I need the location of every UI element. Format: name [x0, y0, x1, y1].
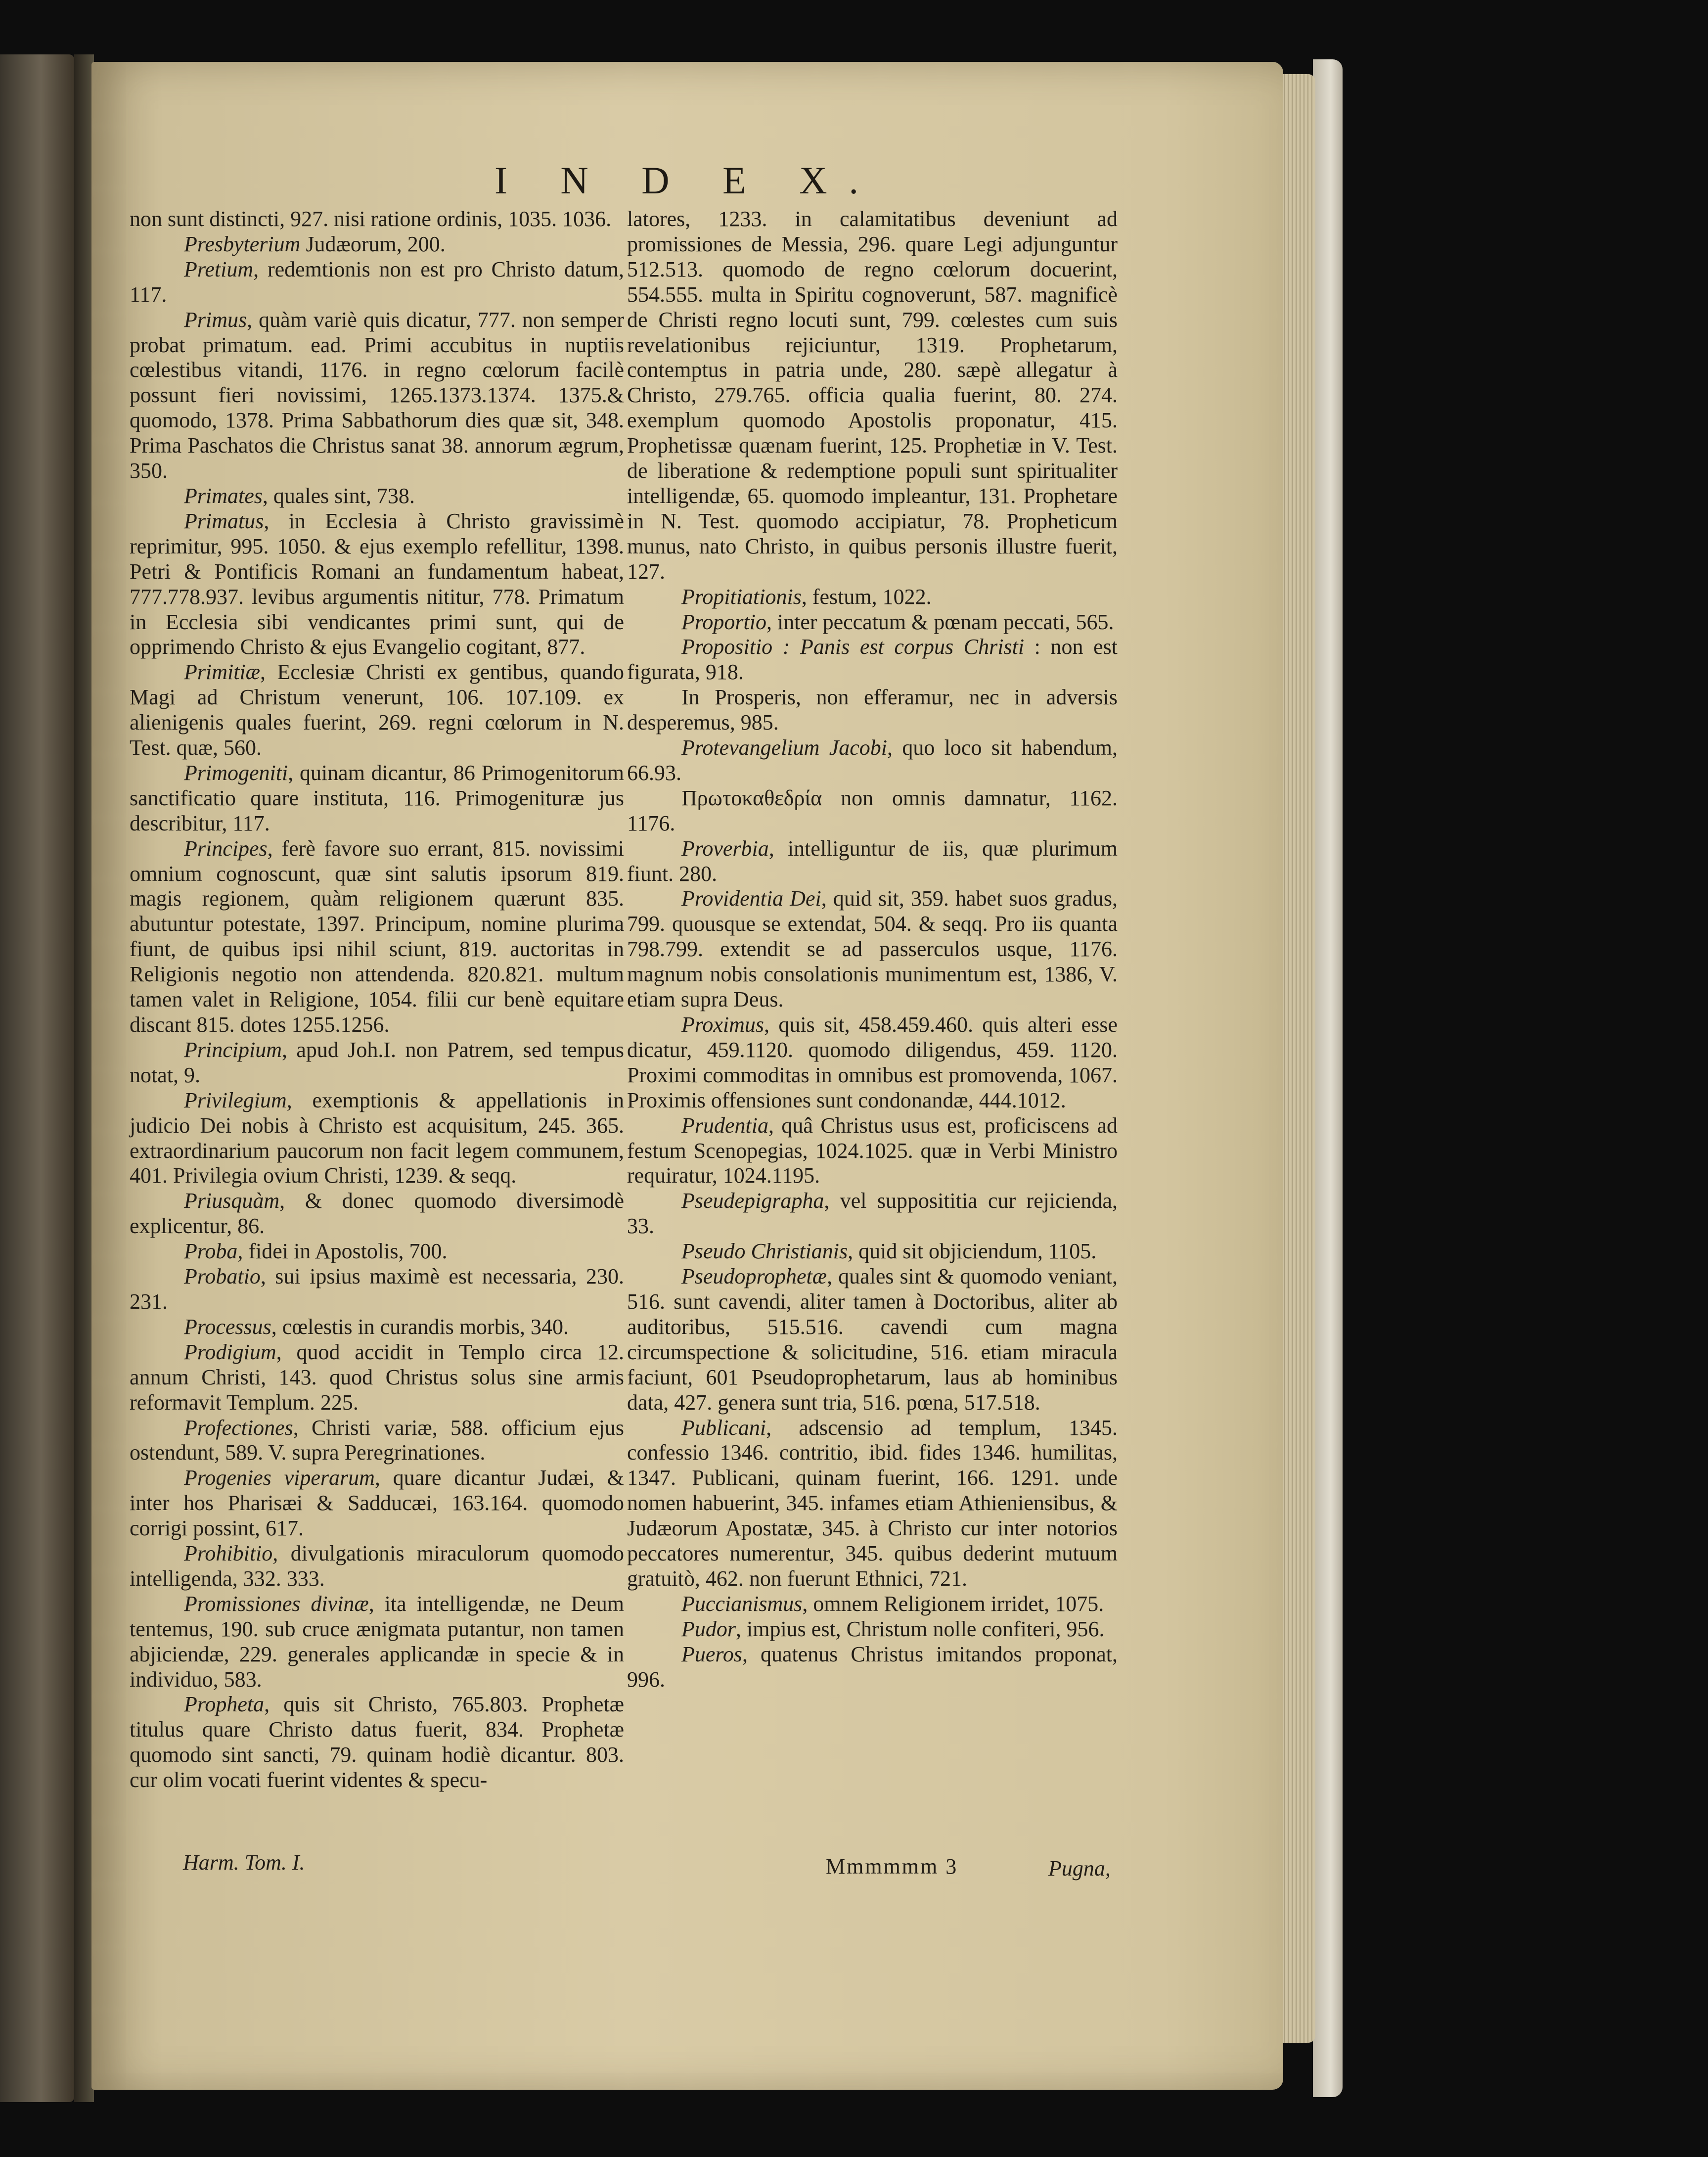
- index-entry: [130, 1466, 624, 1541]
- entry-headword: Primitiæ: [184, 660, 261, 685]
- entry-headword: Primatus: [184, 508, 264, 533]
- index-entry: [130, 1264, 624, 1315]
- entry-headword: Prodigium: [184, 1339, 276, 1364]
- index-entry: [627, 207, 1118, 585]
- entry-text: Judæorum, 200.: [300, 231, 446, 256]
- entry-text: non sunt distincti, 927. nisi ratione ordinis, 1035. 1036.: [130, 207, 612, 231]
- index-entry: [130, 1088, 624, 1189]
- entry-text: , in Ecclesia à Christo gravissimè reprimitur, 995. 1050. & ejus exemplo refellitur, 1398. Petri & Pontificis Romani an fundamentum habeat, 777.778.937. levibus argumentis nititur, 778. Primatum in Ecclesia sibi vendicantes primi sunt, qui de opprimendo Christo & ejus Evangelio cogitant, 877.: [130, 508, 624, 659]
- entry-headword: Pseudepigrapha: [681, 1189, 824, 1213]
- index-entry: [130, 1315, 624, 1340]
- entry-text: , festum, 1022.: [801, 584, 932, 609]
- index-entry: [130, 660, 624, 761]
- catchword: Pugna,: [1048, 1856, 1111, 1881]
- entry-text: latores, 1233. in calamitatibus deveniunt ad promissiones de Messia, 296. quare Legi adjunguntur 512.513. quomodo de regno cœlorum docuerint, 554.555. multa in Spiritu cognoverunt, 587. magnificè de Christi regno locuti sunt, 799. cœlestes cum suis revelationibus rejiciuntur, 1319. Prophetarum, contemptus in patria unde, 280. sæpè allegatur à Christo, 279.765. officia qualia fuerint, 80. 274. exemplum quomodo Apostolis proponatur, 415. Prophetissæ quænam fuerint, 125. Prophetiæ in V. Test. de liberatione & redemptione populi sunt spiritualiter intelligendæ, 65. quomodo impleantur, 131. Prophetare in N. Test. quomodo accipiatur, 78. Propheticum munus, nato Christo, in quibus personis illustre fuerit, 127.: [627, 207, 1118, 584]
- index-entry: [627, 585, 1118, 610]
- entry-text: , adscensio ad templum, 1345. confessio 1346. contritio, ibid. fides 1346. humilitas, 1347. Publicani, quinam fuerint, 166. 1291. unde nomen habuerint, 345. infames etiam Athieniensibus, & Judæorum Apostatæ, 345. à Christo cur inter notorios peccatores numerentur, 345. quibus dederint mutuum gratuitò, 462. non fuerunt Ethnici, 721.: [627, 1415, 1118, 1591]
- index-entry: [130, 207, 624, 232]
- index-entry: [627, 685, 1118, 735]
- entry-headword: Prudentia: [681, 1113, 768, 1138]
- entry-text: In Prosperis, non efferamur, nec in adversis desperemus, 985.: [627, 685, 1118, 735]
- entry-headword: Pseudo Christianis: [681, 1239, 848, 1264]
- entry-text: , intelliguntur de iis, quæ plurimum fiunt. 280.: [627, 836, 1118, 886]
- entry-text: , Ecclesiæ Christi ex gentibus, quando Magi ad Christum venerunt, 106. 107.109. ex alienigenis quales fuerint, 269. regni cœlorum in N. Test. quæ, 560.: [130, 660, 624, 760]
- entry-headword: Privilegium: [184, 1088, 287, 1112]
- entry-headword: Principes: [184, 836, 268, 861]
- entry-text: , inter peccatum & pœnam peccati, 565.: [766, 609, 1114, 634]
- book-gutter: [74, 54, 94, 2102]
- index-entry: [627, 786, 1118, 836]
- entry-text: , omnem Religionem irridet, 1075.: [802, 1591, 1104, 1616]
- index-entry: [627, 1592, 1118, 1617]
- index-entry: [627, 1264, 1118, 1415]
- entry-headword: Prohibitio: [184, 1541, 273, 1566]
- entry-text: , quare dicantur Judæi, & inter hos Pharisæi & Sadducæi, 163.164. quomodo corrigi possint, 617.: [130, 1466, 624, 1541]
- entry-headword: Pueros: [681, 1642, 743, 1666]
- entry-text: Πρωτοκαθεδρία non omnis damnatur, 1162. 1176.: [627, 785, 1118, 835]
- entry-headword: Pudor: [681, 1616, 736, 1641]
- page-stack-edges: [1281, 74, 1315, 2043]
- entry-text: , quinam dicantur, 86 Primogenitorum sanctificatio quare instituta, 116. Primogenituræ jus describitur, 117.: [130, 760, 624, 835]
- index-entry: [130, 1340, 624, 1416]
- entry-headword: Priusquàm: [184, 1189, 280, 1213]
- index-entry: [130, 1189, 624, 1239]
- index-column-left: [130, 207, 624, 1793]
- entry-headword: Propitiationis: [681, 584, 802, 609]
- entry-headword: Pseudoprophetæ: [681, 1264, 827, 1289]
- entry-text: , divulgationis miraculorum quomodo intelligenda, 332. 333.: [130, 1541, 624, 1591]
- entry-headword: Progenies viperarum: [184, 1466, 375, 1490]
- entry-headword: Protevangelium Jacobi: [681, 735, 888, 760]
- left-page-edge: [0, 54, 74, 2102]
- index-entry: [130, 1692, 624, 1793]
- index-entry: [130, 1592, 624, 1693]
- index-entry: [130, 1038, 624, 1088]
- index-entry: [130, 257, 624, 308]
- entry-text: , redemtionis non est pro Christo datum, 117.: [130, 257, 624, 307]
- entry-headword: Proverbia: [681, 836, 769, 861]
- index-entry: [130, 308, 624, 484]
- entry-headword: Propositio : Panis est corpus Christi: [681, 635, 1025, 659]
- entry-headword: Proportio: [681, 609, 766, 634]
- index-entry: [130, 1541, 624, 1592]
- entry-headword: Principium: [184, 1037, 282, 1062]
- page-heading: I N D E X.: [494, 159, 881, 202]
- index-entry: [130, 232, 624, 257]
- index-entry: [130, 509, 624, 660]
- entry-text: , & donec quomodo diversimodè explicentur, 86.: [130, 1189, 624, 1239]
- signature-mark: Mmmmmm 3: [826, 1854, 958, 1879]
- entry-headword: Processus: [184, 1314, 271, 1339]
- entry-text: , quid sit, 359. habet suos gradus, 799. quousque se extendat, 504. & seqq. Pro iis quanta 798.799. extendit se ad passerculos usque, 1176. magnum nobis consolationis munimentum est, 1386, V. etiam supra Deus.: [627, 886, 1118, 1012]
- index-entry: [130, 1416, 624, 1466]
- entry-text: , fidei in Apostolis, 700.: [237, 1239, 448, 1264]
- entry-text: , sui ipsius maximè est necessaria, 230. 231.: [130, 1264, 624, 1314]
- entry-text: , cœlestis in curandis morbis, 340.: [271, 1314, 569, 1339]
- entry-headword: Primus: [184, 307, 247, 332]
- entry-text: , quâ Christus usus est, proficiscens ad festum Scenopegias, 1024.1025. quæ in Verbi Ministro requiratur, 1024.1195.: [627, 1113, 1118, 1188]
- entry-text: , quid sit objiciendum, 1105.: [848, 1239, 1097, 1264]
- entry-headword: Puccianismus: [681, 1591, 803, 1616]
- entry-text: , quis sit Christo, 765.803. Prophetæ titulus quare Christo datus fuerit, 834. Prophetæ quomodo sint sancti, 79. quinam hodiè dicantur. 803. cur olim vocati fuerint videntes & specu-: [130, 1692, 624, 1792]
- entry-text: , quatenus Christus imitandos proponat, 996.: [627, 1642, 1118, 1692]
- entry-text: , impius est, Christum nolle confiteri, 956.: [736, 1616, 1105, 1641]
- entry-headword: Pretium: [184, 257, 254, 281]
- entry-text: , quales sint & quomodo veniant, 516. sunt cavendi, aliter tamen à Doctoribus, aliter ab auditoribus, 515.516. cavendi cum magna circumspectione & solicitudine, 516. etiam miracula faciunt, 601 Pseudoprophetarum, laus ab hominibus data, 427. genera sunt tria, 516. pœna, 517.518.: [627, 1264, 1118, 1415]
- book-cover-edge: [1313, 59, 1343, 2097]
- entry-headword: Primogeniti: [184, 760, 288, 785]
- entry-text: , quo loco sit habendum, 66.93.: [627, 735, 1118, 785]
- entry-text: , ferè favore suo errant, 815. novissimi omnium cognoscunt, quæ sint salutis ipsorum 819. magis regionem, quàm religionem quærunt 835. abutuntur potestate, 1397. Principum, nomine plurima fiunt, de quibus ipsi nihil sciunt, 819. auctoritas in Religionis negotio non attendenda. 820.821. multum tamen valet in Religione, 1054. filii cur benè equitare discant 815. dotes 1255.1256.: [130, 836, 624, 1037]
- entry-headword: Profectiones: [184, 1415, 293, 1440]
- entry-text: : non est figurata, 918.: [627, 635, 1118, 685]
- index-entry: [627, 1642, 1118, 1693]
- entry-text: , quales sint, 738.: [262, 483, 415, 508]
- entry-headword: Publicani: [681, 1415, 766, 1440]
- entry-text: , Christi variæ, 588. officium ejus ostendunt, 589. V. supra Peregrinationes.: [130, 1415, 624, 1465]
- entry-text: , exemptionis & appellationis in judicio Dei nobis à Christo est acquisitum, 245. 365. extraordinarium paucorum non facit legem communem, 401. Privilegia ovium Christi, 1239. & seqq.: [130, 1088, 624, 1188]
- index-entry: [627, 1617, 1118, 1642]
- entry-headword: Proximus: [681, 1012, 764, 1037]
- index-entry: [627, 1416, 1118, 1592]
- index-entry: [627, 735, 1118, 786]
- index-entry: [130, 761, 624, 836]
- volume-mark: Harm. Tom. I.: [183, 1850, 305, 1875]
- index-entry: [627, 1113, 1118, 1189]
- entry-text: , vel supposititia cur rejicienda, 33.: [627, 1189, 1118, 1239]
- index-entry: [627, 635, 1118, 685]
- index-entry: [627, 886, 1118, 1012]
- entry-text: , ita intelligendæ, ne Deum tentemus, 190. sub cruce ænigmata putantur, non tamen abjiciendæ, 229. generales applicandæ in specie & in individuo, 583.: [130, 1591, 624, 1692]
- index-entry: [627, 1012, 1118, 1113]
- entry-headword: Propheta: [184, 1692, 265, 1717]
- entry-text: , quod accidit in Templo circa 12. annum Christi, 143. quod Christus solus sine armis reformavit Templum. 225.: [130, 1339, 624, 1415]
- entry-headword: Promissiones divinæ: [184, 1591, 369, 1616]
- entry-headword: Proba: [184, 1239, 238, 1264]
- entry-text: , quàm variè quis dicatur, 777. non semper probat primatum. ead. Primi accubitus in nuptiis cœlestibus vitandi, 1176. in regno cœlorum facilè possunt fieri novissimi, 1265.1373.1374. 1375.& quomodo, 1378. Prima Sabbathorum dies quæ sit, 348. Prima Paschatos die Christus sanat 38. annorum ægrum, 350.: [130, 307, 624, 483]
- entry-text: , apud Joh.I. non Patrem, sed tempus notat, 9.: [130, 1037, 624, 1087]
- index-column-right: [627, 207, 1118, 1692]
- entry-headword: Probatio: [184, 1264, 261, 1289]
- index-entry: [627, 1189, 1118, 1239]
- index-entry: [130, 484, 624, 509]
- index-entry: [627, 836, 1118, 887]
- entry-headword: Presbyterium: [184, 231, 301, 256]
- entry-headword: Primates: [184, 483, 263, 508]
- index-entry: [627, 1239, 1118, 1264]
- index-entry: [130, 836, 624, 1038]
- entry-headword: Providentia Dei: [681, 886, 821, 911]
- index-entry: [627, 610, 1118, 635]
- index-entry: [130, 1239, 624, 1264]
- entry-text: , quis sit, 458.459.460. quis alteri esse dicatur, 459.1120. quomodo diligendus, 459. 1120. Proximi commoditas in omnibus est promovenda, 1067. Proximis offensiones sunt condonandæ, 444.1012.: [627, 1012, 1118, 1112]
